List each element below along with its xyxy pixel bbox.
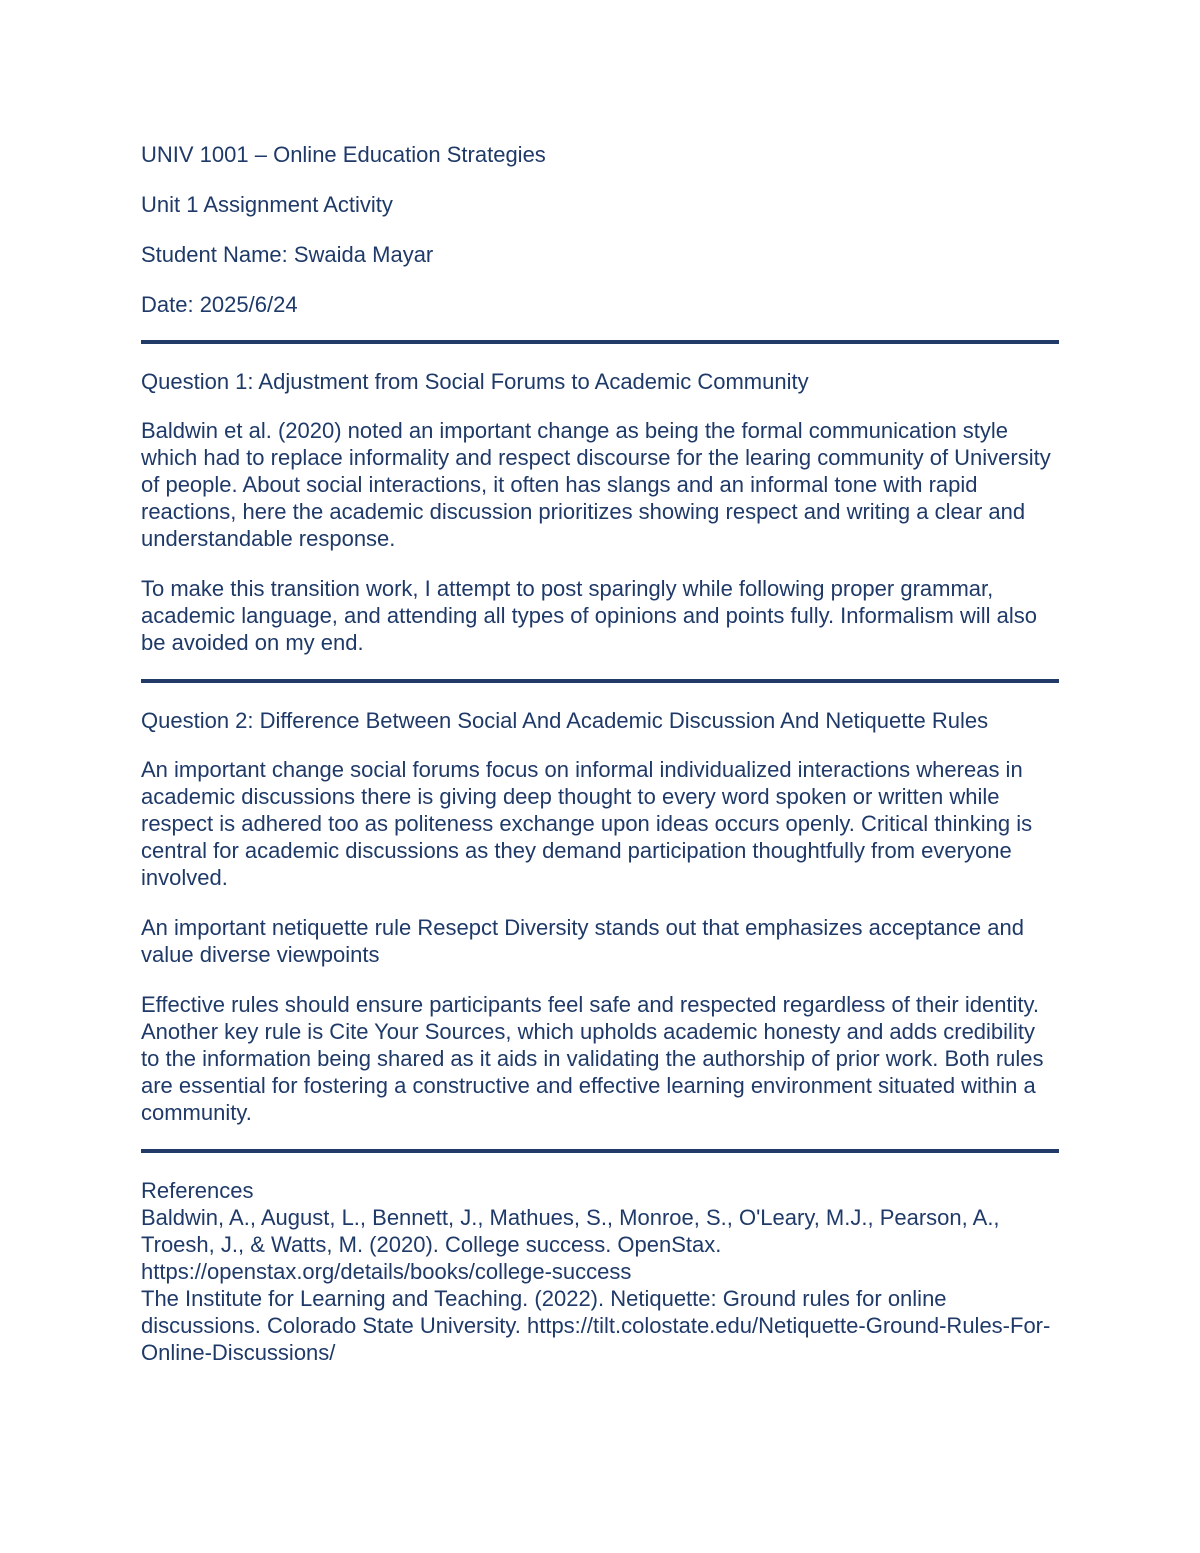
submission-date: Date: 2025/6/24 bbox=[141, 292, 298, 317]
course-title: UNIV 1001 – Online Education Strategies bbox=[141, 142, 546, 167]
question-2-title: Question 2: Difference Between Social And Academic Discussion And Netiquette Rules bbox=[141, 708, 989, 733]
reference-item: The Institute for Learning and Teaching. (2022). Netiquette: Ground rules for online discussions. Colorado State University. https://tilt.colostate.edu/Netiquette-Ground-Rules-For-Online-Discussions/ bbox=[141, 1286, 1051, 1365]
section-divider bbox=[141, 340, 1059, 344]
question-1-paragraph: To make this transition work, I attempt to post sparingly while following proper grammar, academic language, and attending all types of opinions and points fully. Informalism will also be avoided on my end. bbox=[141, 576, 1037, 655]
question-1-paragraph: Baldwin et al. (2020) noted an important change as being the formal communication style which had to replace informality and respect discourse for the learing community of University of people. About social interactions, it often has slangs and an informal tone with rapid reactions, here the academic discussion prioritizes showing respect and writing a clear and understandable response. bbox=[141, 418, 1051, 551]
question-2-paragraph: An important change social forums focus on informal individualized interactions whereas in academic discussions there is giving deep thought to every word spoken or written while respect is adhered too as politeness exchange upon ideas occurs openly. Critical thinking is central for academic discussions as they demand participation thoughtfully from everyone involved. bbox=[141, 757, 1033, 890]
references-title: References bbox=[141, 1178, 254, 1203]
section-divider bbox=[141, 1149, 1059, 1153]
assignment-title: Unit 1 Assignment Activity bbox=[141, 192, 393, 217]
student-name: Student Name: Swaida Mayar bbox=[141, 242, 434, 267]
question-1-title: Question 1: Adjustment from Social Forums to Academic Community bbox=[141, 369, 809, 394]
section-divider bbox=[141, 679, 1059, 683]
reference-item: Baldwin, A., August, L., Bennett, J., Mathues, S., Monroe, S., O'Leary, M.J., Pearson, A., Troesh, J., & Watts, M. (2020). College success. OpenStax. https://openstax.org/details/books/college-success bbox=[141, 1205, 1000, 1284]
question-2-paragraph: An important netiquette rule Resepct Diversity stands out that emphasizes acceptance and value diverse viewpoints bbox=[141, 915, 1024, 967]
document-page bbox=[141, 141, 1059, 1366]
question-2-paragraph: Effective rules should ensure participants feel safe and respected regardless of their identity. Another key rule is Cite Your Sources, which upholds academic honesty and adds credibility to the information being shared as it aids in validating the authorship of prior work. Both rules are essential for fostering a constructive and effective learning environment situated within a community. bbox=[141, 992, 1044, 1125]
